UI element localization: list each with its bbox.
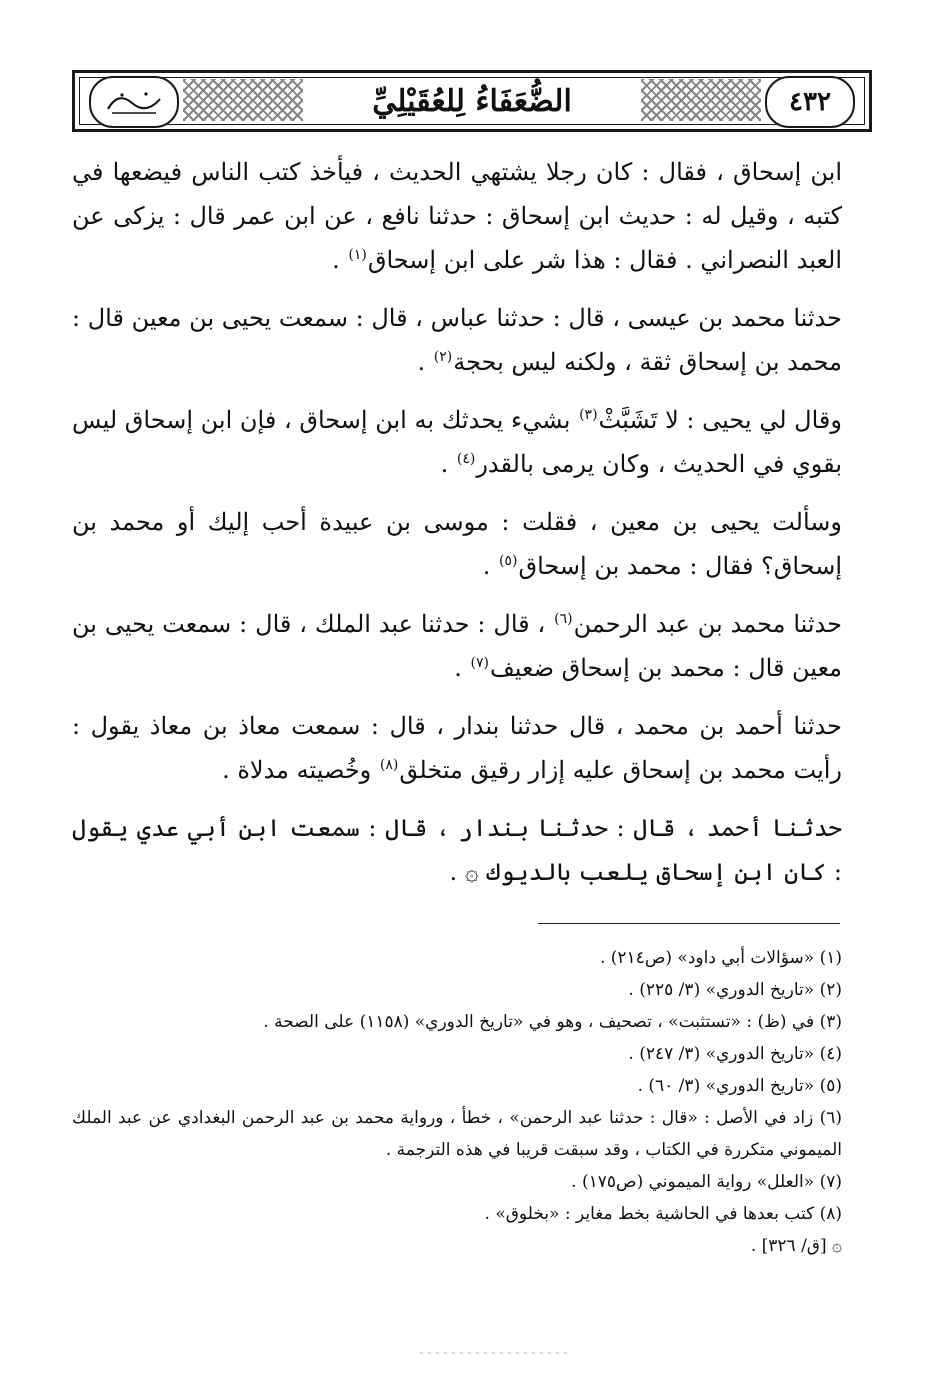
footnote: (٤) «تاريخ الدوري» (٣/ ٢٤٧) . — [628, 1044, 842, 1064]
footnote-ref: (٢) — [433, 349, 453, 365]
footnote-ref: (٤) — [456, 451, 476, 467]
footnote: (٨) كتب بعدها في الحاشية بخط مغاير : «بخلوق» . — [484, 1204, 842, 1224]
paragraph: حدثنا محمد بن عيسى ، قال : حدثنا عباس ، قال : سمعت يحيى بن معين قال : محمد بن إسحاق ثقة ، ولكنه ليس بحجة$^{(٢)}$ . — [72, 304, 842, 376]
footnote-ref: (١) — [348, 247, 367, 263]
running-title: الضُّعَفَاءُ لِلعُقَيْلِيِّ — [372, 83, 572, 119]
scan-artifact — [420, 1352, 570, 1354]
paragraph: وقال لي يحيى : لا تَشَبَّثْ$^{(٣)}$ بشيء يحدثك به ابن إسحاق ، فإن ابن إسحاق ليس بقوي في الحديث ، وكان يرمى بالقدر$^{(٤)}$ . — [72, 406, 842, 478]
footnote-ref: (٦) — [554, 611, 573, 627]
main-text — [72, 150, 842, 908]
paragraph: ابن إسحاق ، فقال : كان رجلا يشتهي الحديث ، فيأخذ كتب الناس فيضعها في كتبه ، وقيل له : حديث ابن إسحاق : حدثنا نافع ، عن ابن عمر قال : يزكى عن العبد النصراني . فقال : هذا شر على ابن إسحاق$^{(١)}$ . — [72, 158, 842, 274]
publisher-logo — [89, 76, 179, 128]
footnote-ref: (٨) — [379, 757, 399, 773]
footnote-ref: (٥) — [499, 553, 518, 569]
page-header — [72, 70, 872, 132]
footnote-ref: (٣) — [579, 407, 598, 423]
footnote: (٧) «العلل» رواية الميموني (ص١٧٥) . — [571, 1172, 842, 1192]
ornament-band-left — [183, 79, 303, 121]
footnotes — [72, 942, 842, 1262]
footnote: (٣) في (ظ) : «تستثبت» ، تصحيف ، وهو في «تاريخ الدوري» (١١٥٨) على الصحة . — [263, 1012, 842, 1032]
footnote-separator — [538, 923, 840, 924]
footnote: (٦) زاد في الأصل : «قال : حدثنا عبد الرحمن» ، خطأ ، ورواية محمد بن عبد الرحمن البغدادي عن عبد الملك الميموني متكررة في الكتاب ، وقد سبقت قريبا في هذه الترجمة . — [72, 1108, 842, 1160]
footnote: (٢) «تاريخ الدوري» (٣/ ٢٢٥) . — [628, 980, 842, 1000]
footnote: (٥) «تاريخ الدوري» (٣/ ٦٠) . — [637, 1076, 842, 1096]
paragraph: حدثنا محمد بن عبد الرحمن$^{(٦)}$ ، قال : حدثنا عبد الملك ، قال : سمعت يحيى بن معين قال : محمد بن إسحاق ضعيف$^{(٧)}$ . — [72, 610, 842, 682]
footnote: ۞ [ق/ ٣٢٦] . — [750, 1236, 842, 1256]
paragraph: وسألت يحيى بن معين ، فقلت : موسى بن عبيدة أحب إليك أو محمد بن إسحاق؟ فقال : محمد بن إسحاق$^{(٥)}$ . — [72, 508, 842, 580]
page-number: ٤٣٢ — [765, 76, 855, 128]
footnote-ref: (٧) — [470, 655, 489, 671]
footnote: (١) «سؤالات أبي داود» (ص٢١٤) . — [599, 948, 842, 968]
calligraphy-logo-icon — [102, 85, 166, 119]
ornament-band-right — [641, 79, 761, 121]
paragraph: حدثنا أحمد ، قال : حدثنا بندار ، قال : سمعت ابن أبي عدي يقول : كان ابن إسحاق يلعب بالديوك ۞ . — [72, 814, 842, 886]
paragraph: حدثنا أحمد بن محمد ، قال حدثنا بندار ، قال : سمعت معاذ بن معاذ يقول : رأيت محمد بن إسحاق عليه إزار رقيق متخلق$^{(٨)}$ وخُصيته مدلاة . — [72, 712, 842, 784]
